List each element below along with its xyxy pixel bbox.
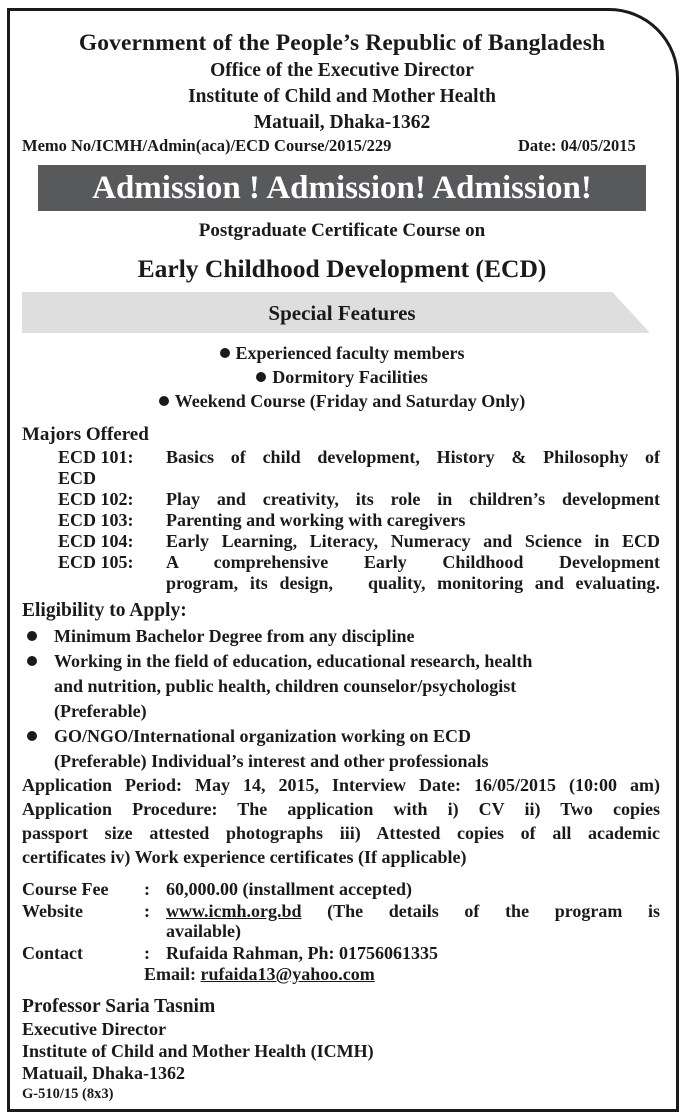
application-procedure: Application Procedure: The application with i) CV ii) Two copies: [22, 799, 660, 819]
reference-code: G-510/15 (8x3): [22, 1086, 114, 1102]
colon: :: [144, 901, 150, 921]
website-line-cont: available): [166, 921, 241, 941]
eligibility-item-cont: (Preferable) Individual’s interest and other professionals: [54, 751, 489, 771]
contact-value: Rufaida Rahman, Ph: 01756061335: [166, 943, 439, 963]
major-description-cont: program, its design, quality, monitoring and evaluating.: [166, 573, 660, 593]
signatory-address: Matuail, Dhaka-1362: [22, 1063, 186, 1083]
admission-banner: Admission ! Admission! Admission!: [38, 165, 646, 211]
course-fee-value: 60,000.00 (installment accepted): [166, 879, 412, 899]
bullet-icon: [256, 372, 266, 382]
email-link[interactable]: rufaida13@yahoo.com: [200, 964, 375, 984]
header-office: Office of the Executive Director: [210, 60, 474, 81]
eligibility-item-cont: and nutrition, public health, children counselor/psychologist: [54, 676, 517, 696]
eligibility-item: GO/NGO/International organization working on ECD: [54, 726, 472, 746]
email-line: Email: rufaida13@yahoo.com: [144, 964, 375, 984]
colon: :: [144, 943, 150, 963]
major-description: Basics of child development, History & Philosophy of: [166, 447, 660, 467]
application-procedure-cont: passport size attested photographs iii) Attested copies of all academic: [22, 823, 660, 843]
major-code: ECD 102:: [58, 489, 134, 509]
application-procedure-cont: certificates iv) Work experience certificates (If applicable): [22, 847, 467, 867]
major-code: ECD 104:: [58, 531, 134, 551]
course-fee-label: Course Fee: [22, 879, 109, 899]
contact-label: Contact: [22, 943, 83, 963]
course-subtitle: Postgraduate Certificate Course on: [198, 220, 486, 241]
bullet-icon: [159, 396, 169, 406]
feature-item: Dormitory Facilities: [0, 366, 684, 388]
website-line: www.icmh.org.bd (The details of the program is: [166, 901, 660, 921]
major-description: A comprehensive Early Childhood Development: [166, 552, 660, 572]
memo-date: Date: 04/05/2015: [518, 136, 636, 155]
course-title: Early Childhood Development (ECD): [137, 254, 547, 283]
special-features-heading: Special Features: [268, 301, 416, 325]
header-government: Government of the People’s Republic of Bangladesh: [78, 30, 606, 56]
major-description: Play and creativity, its role in children’s development: [166, 489, 660, 509]
signatory-title: Executive Director: [22, 1019, 167, 1039]
bullet-icon: [220, 348, 230, 358]
eligibility-item-cont: (Preferable): [54, 701, 147, 721]
bullet-icon: [27, 731, 37, 741]
eligibility-item: Minimum Bachelor Degree from any discipline: [54, 626, 415, 646]
website-label: Website: [22, 901, 83, 921]
application-period: Application Period: May 14, 2015, Interview Date: 16/05/2015 (10:00 am): [22, 775, 660, 795]
major-code: ECD 103:: [58, 510, 134, 530]
major-description: Early Learning, Literacy, Numeracy and Science in ECD: [166, 531, 660, 551]
header-institute: Institute of Child and Mother Health: [188, 86, 496, 107]
signatory-org: Institute of Child and Mother Health (ICMH): [22, 1041, 374, 1061]
bullet-icon: [27, 631, 37, 641]
colon: :: [144, 879, 150, 899]
majors-heading: Majors Offered: [22, 424, 149, 445]
memo-number: Memo No/ICMH/Admin(aca)/ECD Course/2015/229: [22, 136, 392, 155]
header-address: Matuail, Dhaka-1362: [253, 112, 431, 133]
website-link[interactable]: www.icmh.org.bd: [166, 901, 302, 921]
feature-item: Weekend Course (Friday and Saturday Only): [0, 390, 684, 412]
eligibility-heading: Eligibility to Apply:: [22, 600, 187, 621]
major-description-cont: ECD: [58, 468, 97, 488]
bullet-icon: [27, 656, 37, 666]
major-description: Parenting and working with caregivers: [166, 510, 466, 530]
major-code: ECD 101:: [58, 447, 134, 467]
major-code: ECD 105:: [58, 552, 134, 572]
feature-item: Experienced faculty members: [0, 342, 684, 364]
signatory-name: Professor Saria Tasnim: [22, 996, 216, 1017]
eligibility-item: Working in the field of education, educational research, health: [54, 651, 533, 671]
